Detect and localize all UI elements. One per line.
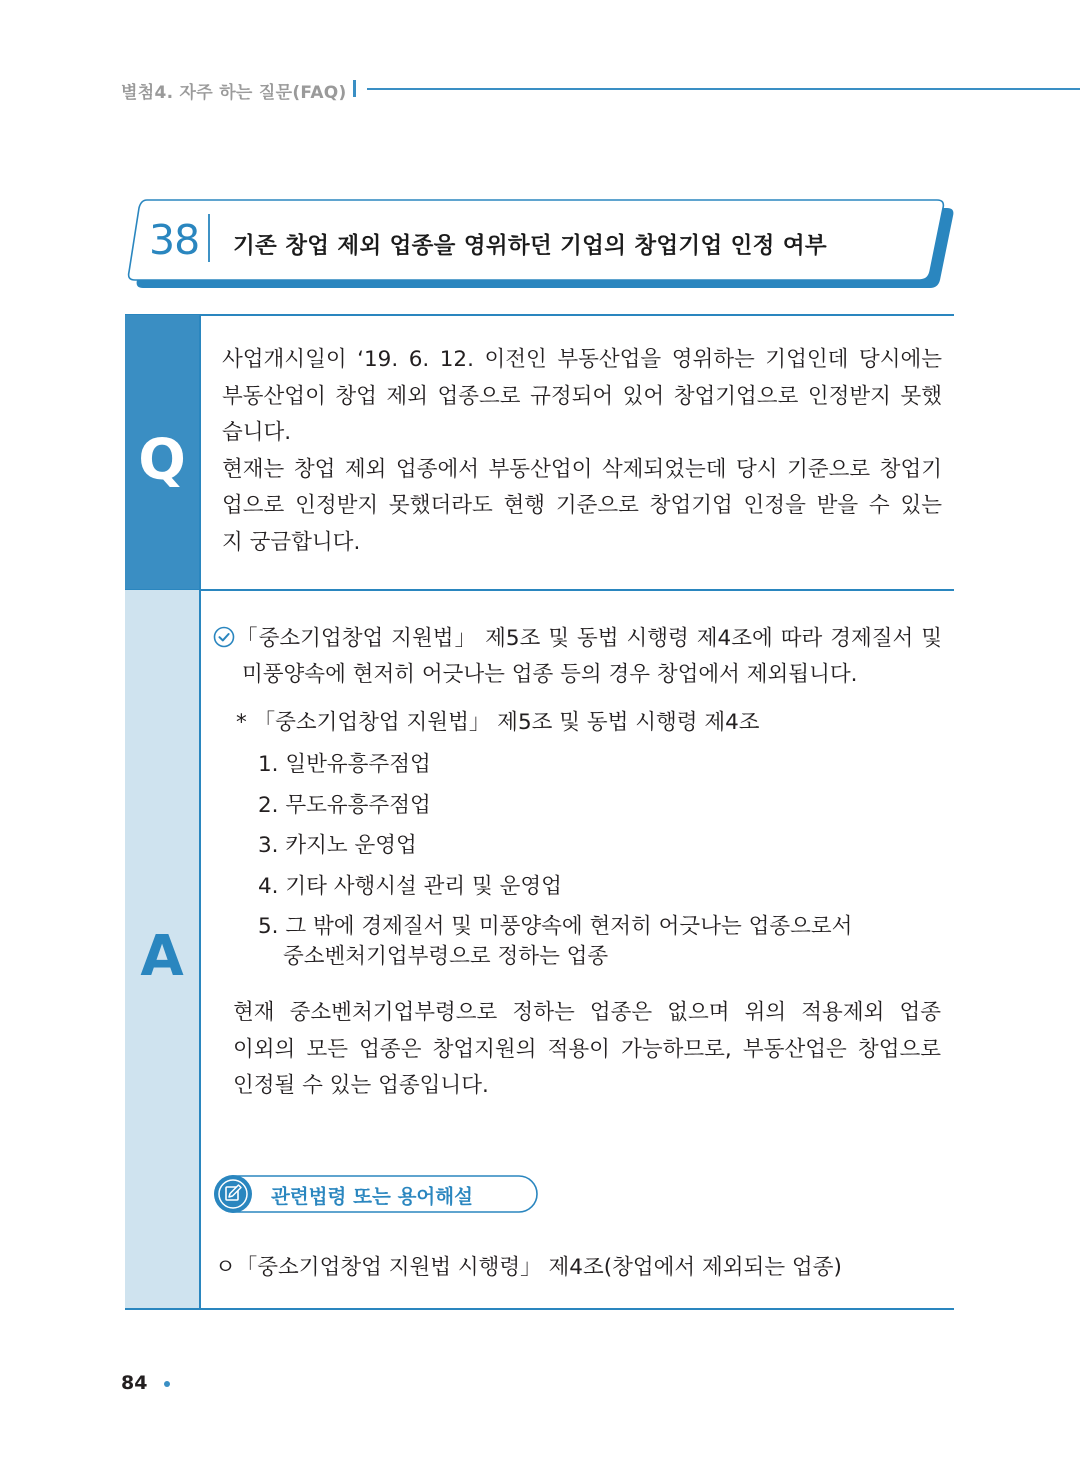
list-item — [258, 791, 852, 832]
answer-intro — [236, 621, 942, 693]
list-item — [258, 831, 852, 872]
list-item-text: 1. 일반유흥주점업 — [258, 752, 431, 777]
list-item — [258, 872, 852, 913]
question-line: 부동산업이 창업 제외 업종으로 규정되어 있어 창업기업으로 인정받지 못했 — [222, 383, 942, 409]
answer-intro-line: 「중소기업창업 지원법」 제5조 및 동법 시행령 제4조에 따라 경제질서 및 — [236, 626, 942, 651]
question-title-box — [125, 198, 955, 290]
conclusion-line: 이외의 모든 업종은 창업지원의 적용이 가능하므로, 부동산업은 창업으로 — [233, 1036, 941, 1062]
list-item-text: 5. 그 밖에 경제질서 및 미풍양속에 현저히 어긋나는 업종으로서 — [258, 914, 853, 939]
header-title: 별첨4. 자주 하는 질문(FAQ) — [121, 83, 347, 103]
question-title: 기존 창업 제외 업종을 영위하던 기업의 창업기업 인정 여부 — [233, 233, 827, 259]
related-law-title: 관련법령 또는 용어해설 — [271, 1185, 473, 1208]
question-letter: Q — [138, 428, 186, 493]
law-note-heading: * 「중소기업창업 지원법」 제5조 및 동법 시행령 제4조 — [236, 710, 760, 735]
related-law-heading — [213, 1174, 539, 1214]
page-number-dot — [164, 1381, 170, 1387]
qa-bottom-rule — [125, 1308, 954, 1310]
header-divider-bar — [353, 80, 356, 97]
answer-conclusion — [233, 995, 941, 1105]
question-line: 지 궁금합니다. — [222, 529, 361, 555]
qa-middle-rule — [125, 589, 954, 591]
conclusion-line: 인정될 수 있는 업종입니다. — [233, 1073, 489, 1098]
answer-column-divider — [199, 590, 201, 1308]
question-line: 현재는 창업 제외 업종에서 부동산업이 삭제되었는데 당시 기준으로 창업기 — [222, 456, 942, 482]
list-item-text: 2. 무도유흥주점업 — [258, 792, 431, 818]
page-number: 84 — [121, 1372, 148, 1394]
check-circle-icon — [213, 626, 235, 648]
question-line: 사업개시일이 ‘19. 6. 12. 이전인 부동산업을 영위하는 기업인데 당시에는 — [222, 347, 942, 372]
question-number: 38 — [149, 216, 200, 264]
question-column-divider — [199, 315, 201, 589]
question-text — [222, 342, 942, 561]
list-item-continuation: 중소벤처기업부령으로 정하는 업종 — [283, 944, 609, 969]
list-item-text: 3. 카지노 운영업 — [258, 833, 417, 858]
list-item-text: 4. 기타 사행시설 관리 및 운영업 — [258, 873, 562, 899]
question-label-column — [125, 315, 199, 589]
excluded-industry-list — [258, 750, 853, 969]
question-line: 습니다. — [222, 420, 292, 445]
conclusion-line: 현재 중소벤처기업부령으로 정하는 업종은 없으며 위의 적용제외 업종 — [233, 1000, 941, 1025]
list-item — [258, 750, 852, 791]
question-line: 업으로 인정받지 못했더라도 현행 기준으로 창업기업 인정을 받을 수 있는 — [222, 493, 942, 518]
answer-intro-line: 미풍양속에 현저히 어긋나는 업종 등의 경우 창업에서 제외됩니다. — [242, 662, 858, 687]
qa-top-rule — [125, 314, 954, 316]
answer-label-column — [125, 590, 199, 1308]
header-rule — [367, 88, 1080, 90]
related-law-item: ㅇ「중소기업창업 지원법 시행령」 제4조(창업에서 제외되는 업종) — [215, 1255, 842, 1280]
list-item — [258, 912, 853, 969]
answer-letter: A — [140, 924, 184, 989]
running-header — [121, 76, 1080, 104]
